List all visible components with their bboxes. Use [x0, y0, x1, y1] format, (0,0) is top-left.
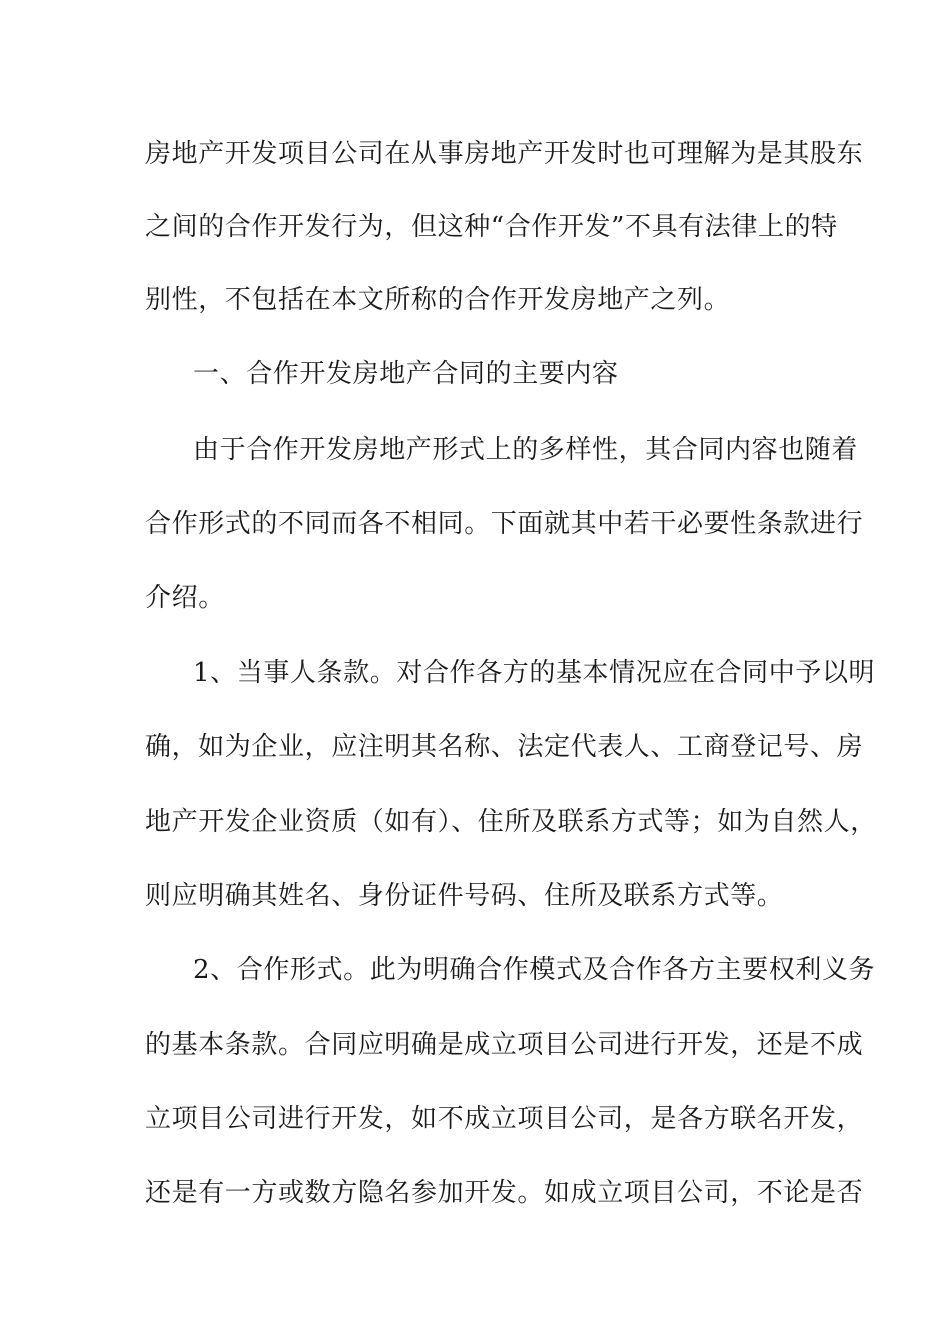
text-line: 还是有一方或数方隐名参加开发。如成立项目公司，不论是否	[145, 1178, 864, 1208]
text-line: 则应明确其姓名、身份证件号码、住所及联系方式等。	[145, 881, 784, 911]
text-line: 别性，不包括在本文所称的合作开发房地产之列。	[145, 285, 731, 315]
text-line: 合作形式的不同而各不相同。下面就其中若干必要性条款进行	[145, 509, 864, 539]
text-line: 由于合作开发房地产形式上的多样性，其合同内容也随着	[193, 435, 859, 465]
text-line: 地产开发企业资质（如有）、住所及联系方式等；如为自然人，	[145, 807, 877, 837]
text-line: 介绍。	[145, 583, 225, 613]
text-line: 的基本条款。合同应明确是成立项目公司进行开发，还是不成	[145, 1030, 864, 1060]
section-heading: 一、合作开发房地产合同的主要内容	[193, 359, 619, 389]
text-line: 之间的合作开发行为，但这种“合作开发”不具有法律上的特	[145, 212, 838, 242]
text-line: 确，如为企业，应注明其名称、法定代表人、工商登记号、房	[145, 732, 864, 762]
text-line: 房地产开发项目公司在从事房地产开发时也可理解为是其股东	[145, 139, 864, 169]
text-line: 1、当事人条款。对合作各方的基本情况应在合同中予以明	[193, 658, 876, 688]
text-line: 立项目公司进行开发，如不成立项目公司，是各方联名开发，	[145, 1104, 864, 1134]
text-line: 2、合作形式。此为明确合作模式及合作各方主要权利义务	[193, 955, 876, 985]
